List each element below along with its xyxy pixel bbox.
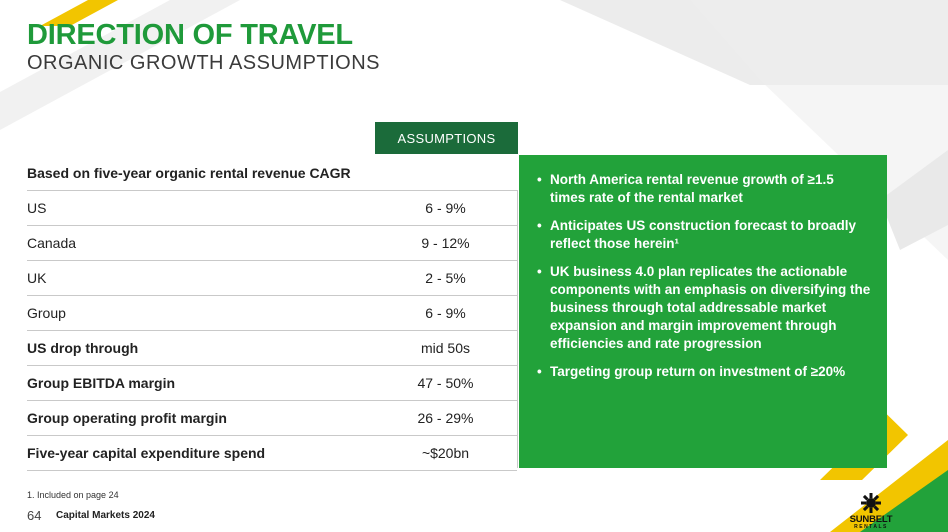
list-item: • North America rental revenue growth of ≥1.5 times rate of the rental market bbox=[537, 172, 834, 205]
row-value: mid 50s bbox=[420, 340, 471, 356]
table-row bbox=[27, 191, 517, 226]
row-label: US drop through bbox=[27, 340, 139, 356]
table-row bbox=[27, 331, 517, 366]
bullet-icon: • bbox=[537, 264, 542, 279]
row-label: Group bbox=[27, 305, 66, 321]
list-item: • Targeting group return on investment of ≥20% bbox=[537, 364, 846, 379]
table-row bbox=[27, 261, 517, 296]
table-row bbox=[27, 366, 517, 401]
commentary-list bbox=[531, 171, 871, 391]
table-divider bbox=[517, 190, 518, 468]
assumptions-column-header: ASSUMPTIONS bbox=[375, 122, 518, 154]
assumptions-table bbox=[27, 156, 517, 471]
table-section-header bbox=[27, 156, 517, 191]
row-value: ~$20bn bbox=[421, 445, 470, 461]
commentary-panel bbox=[519, 155, 887, 468]
row-label: Canada bbox=[27, 235, 77, 251]
list-item: • UK business 4.0 plan replicates the actionable components with an emphasis on diversifying the business through total addressable market expansion and margin improvement through efficiencies and rate progression bbox=[537, 264, 871, 351]
row-value: 6 - 9% bbox=[425, 305, 466, 321]
page-title: DIRECTION OF TRAVEL bbox=[27, 19, 353, 51]
table-row bbox=[27, 296, 517, 331]
row-label: Group EBITDA margin bbox=[27, 375, 176, 391]
logo-wordmark: SUNBELT RENTALS bbox=[849, 514, 893, 530]
table-row bbox=[27, 436, 517, 471]
bullet-icon: • bbox=[537, 364, 542, 379]
row-value: 9 - 12% bbox=[421, 235, 470, 251]
row-label: US bbox=[27, 200, 47, 216]
bullet-icon: • bbox=[537, 172, 542, 187]
list-item: • Anticipates US construction forecast to broadly reflect those herein¹ bbox=[537, 218, 857, 251]
table-row bbox=[27, 401, 517, 436]
row-label: Five-year capital expenditure spend bbox=[27, 445, 266, 461]
row-value: 26 - 29% bbox=[417, 410, 474, 426]
bullet-icon: • bbox=[537, 218, 542, 233]
row-value: 2 - 5% bbox=[425, 270, 466, 286]
page-subtitle: ORGANIC GROWTH ASSUMPTIONS bbox=[27, 52, 381, 74]
row-value: 47 - 50% bbox=[417, 375, 474, 391]
deck-title: Capital Markets 2024 bbox=[56, 510, 155, 521]
row-value: 6 - 9% bbox=[425, 200, 466, 216]
table-row bbox=[27, 226, 517, 261]
row-label: UK bbox=[27, 270, 47, 286]
page-number: 64 bbox=[27, 508, 42, 523]
row-label: Group operating profit margin bbox=[27, 410, 227, 426]
section-label: Based on five-year organic rental revenue CAGR bbox=[27, 165, 351, 181]
footnote: 1. Included on page 24 bbox=[27, 490, 119, 500]
